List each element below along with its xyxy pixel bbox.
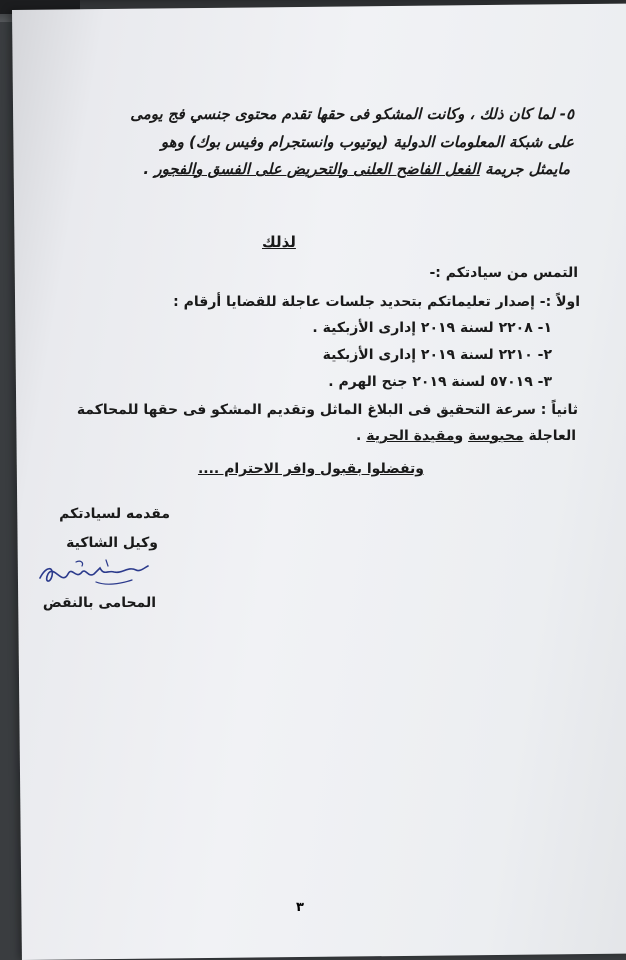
line-3-prefix: مايمثل جريمة [479,160,570,178]
closing-line: وتفضلوا بقبول وافر الاحترام .... [197,461,424,477]
signature-line-1: مقدمه لسيادتكم [59,506,170,522]
request-first: اولاً :- إصدار تعليماتكم بتحديد جلسات عاجلة للقضايا أرقام : [173,294,580,310]
second-suffix: . [356,428,367,444]
case-item: ٢- ٢٢١٠ لسنة ٢٠١٩ إدارى الأزبكية [322,347,552,363]
second-underlined-2: مقيدة الحرية [366,428,455,444]
second-mid: و [454,428,469,444]
line-3-underlined: الفعل الفاضح العلنى والتحريض على الفسق والفجور [154,160,480,178]
request-second-line-2 [356,428,576,444]
handwritten-signature [36,556,151,590]
signature-line-2: وكيل الشاكية [66,535,158,551]
line-3-suffix: . [143,160,155,178]
request-intro: التمس من سيادتكم :- [429,265,578,281]
paragraph-5-line-1: ٥- لما كان ذلك ، وكانت المشكو فى حقها تقدم محتوى جنسي فج يومى [130,105,574,123]
paragraph-5-line-2: على شبكة المعلومات الدولية (يوتيوب وانستجرام وفيس بوك) وهو [160,133,574,151]
request-second-line-1: ثانياً : سرعة التحقيق فى البلاغ الماثل وتقديم المشكو فى حقها للمحاكمة [76,402,578,418]
case-item: ١- ٢٢٠٨ لسنة ٢٠١٩ إدارى الأزبكية . [312,320,552,336]
signature-line-3: المحامى بالنقض [42,595,156,611]
second-prefix: العاجلة [523,428,576,444]
second-underlined-1: محبوسة [468,428,524,444]
paragraph-5-line-3 [143,160,570,178]
case-item: ٣- ٥٧٠١٩ لسنة ٢٠١٩ جنح الهرم . [328,374,552,390]
page-number: ٣ [296,900,304,915]
section-heading: لذلك [262,233,296,251]
